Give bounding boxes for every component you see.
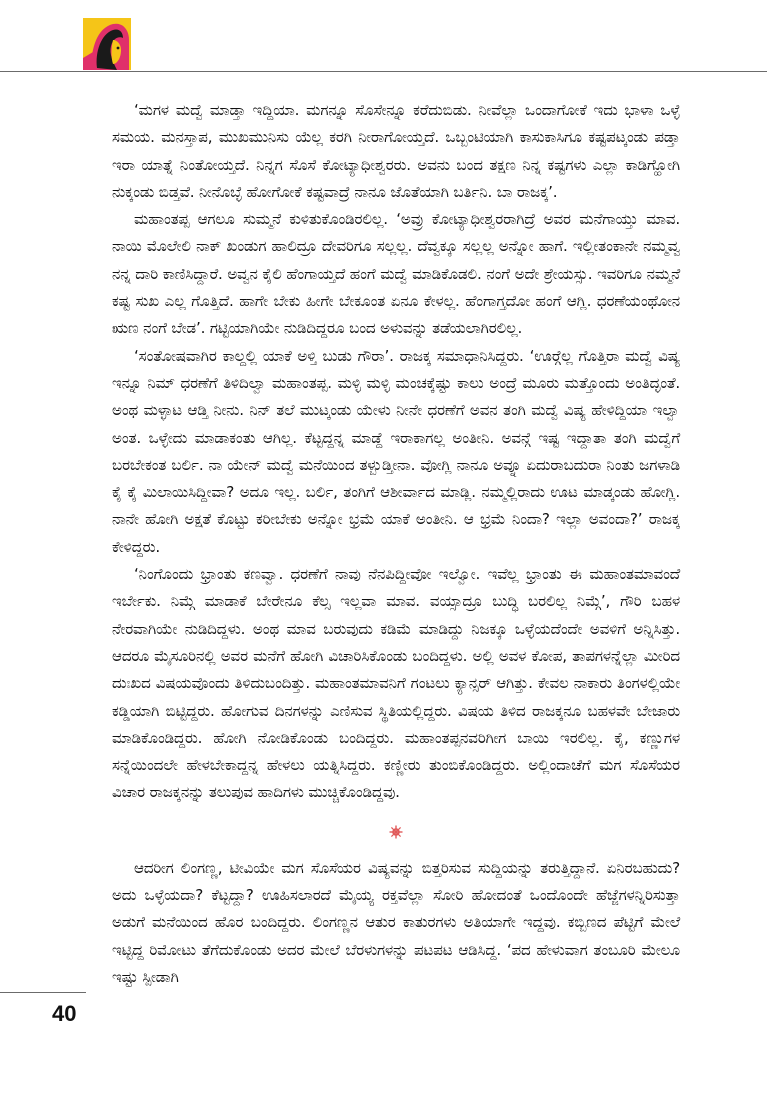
section-break xyxy=(112,813,680,853)
footer-rule xyxy=(0,992,86,993)
lotus-ornament-icon xyxy=(389,825,403,839)
paragraph-3: ‘ಸಂತೋಷವಾಗಿರ ಕಾಲ್ದಲ್ಲಿ ಯಾಕೆ ಅಳ್ತಿ ಬುಡು ಗೌರಾ’. ರಾಜಕ್ಕ ಸಮಾಧಾನಿಸಿದ್ದರು. ‘ಊರ್‍ಗೆಲ್ಲ ಗೊತ್ತಿರಾ ಮದ್ವೆ ವಿಷ್ಯ ಇನ್ನೂ ನಿಮ್ ಧರಣೆಗೆ ತಿಳಿದಿಲ್ವಾ ಮಹಾಂತಪ್ಪ. ಮಳ್ಳಿ ಮಳ್ಳಿ ಮಂಚಕ್ಕೆಷ್ಟು ಕಾಲು ಅಂದ್ರೆ ಮೂರು ಮತ್ತೊಂದು ಅಂತಿದ್ಳಂತೆ. ಅಂಥ ಮಳ್ಳಾಟ ಆಡ್ತಿ ನೀನು. ನಿನ್ ತಲೆ ಮುಟ್ಕಂಡು ಯೇಳು ನೀನೇ ಧರಣೆಗೆ ಅವನ ತಂಗಿ ಮದ್ವೆ ವಿಷ್ಯ ಹೇಳಿದ್ದಿಯಾ ಇಲ್ವಾ ಅಂತ. ಒಳ್ಳೇದು ಮಾಡಾಕಂತು ಆಗಿಲ್ಲ. ಕೆಟ್ಟದ್ದನ್ನ ಮಾಡ್ದೆ ಇರಾಕಾಗಲ್ಲ ಅಂತೀನಿ. ಅವನ್ಗೆ ಇಷ್ಟ ಇದ್ದಾತಾ ತಂಗಿ ಮದ್ವೆಗೆ ಬರಬೇಕಂತ ಬರ್ಲಿ. ನಾ ಯೇನ್ ಮದ್ವೆ ಮನೆಯಿಂದ ತಳ್ಬುಡ್ತೀನಾ. ವೋಗ್ಲಿ ನಾನೂ ಅವ್ನೂ ಏದುರಾಬದುರಾ ನಿಂತು ಜಗಳಾಡಿ ಕೈ ಕೈ ಮಿಲಾಯಿಸಿದ್ದೀವಾ? ಅದೂ ಇಲ್ಲ. ಬರ್ಲಿ, ತಂಗಿಗೆ ಆಶೀರ್ವಾದ ಮಾಡ್ಲಿ. ನಮ್ಮಲ್ಲಿರಾದು ಊಟ ಮಾಡ್ಕಂಡು ಹೋಗ್ಲಿ. ನಾನೇ ಹೋಗಿ ಅಕ್ಷತೆ ಕೊಟ್ಟು ಕರೀಬೇಕು ಅನ್ನೋ ಭ್ರಮೆ ಯಾಕೆ ಅಂತೀನಿ. ಆ ಭ್ರಮೆ ನಿಂದಾ? ಇಲ್ಲಾ ಅವಂದಾ?’ ರಾಜಕ್ಕ ಕೇಳಿದ್ದರು. xyxy=(112,346,680,556)
magazine-logo-icon xyxy=(83,18,131,70)
header-rule xyxy=(0,71,767,72)
page-number: 40 xyxy=(52,1001,77,1026)
article-body xyxy=(112,97,680,991)
paragraph-5: ಆದರೀಗ ಲಿಂಗಣ್ಣ, ಟೀವಿಯೇ ಮಗ ಸೊಸೆಯರ ವಿಷ್ಯವನ್ನು ಬಿತ್ತರಿಸುವ ಸುದ್ದಿಯನ್ನು ತರುತ್ತಿದ್ದಾನೆ. ಏನಿರಬಹುದು? ಅದು ಒಳ್ಳೆಯದಾ? ಕೆಟ್ಟದ್ದಾ? ಊಹಿಸಲಾರದೆ ಮೈಯ್ಯ ರಕ್ತವೆಲ್ಲಾ ಸೋರಿ ಹೋದಂತೆ ಒಂದೊಂದೇ ಹೆಜ್ಜೆಗಳನ್ನಿರಿಸುತ್ತಾ ಅಡುಗೆ ಮನೆಯಿಂದ ಹೊರ ಬಂದಿದ್ದರು. ಲಿಂಗಣ್ಣನ ಆತುರ ಕಾತುರಗಳು ಅತಿಯಾಗೇ ಇದ್ದವು. ಕಬ್ಬಿಣದ ಪೆಟ್ಟಿಗೆ ಮೇಲೆ ಇಟ್ಟಿದ್ದ ರಿಮೋಟು ತೆಗೆದುಕೊಂಡು ಅದರ ಮೇಲೆ ಬೆರಳುಗಳನ್ನು ಪಟಪಟ ಆಡಿಸಿದ್ದ. ‘ಪದ ಹೇಳುವಾಗ ತಂಬೂರಿ ಮೇಲೂ ಇಷ್ಟು ಸ್ಪೀಡಾಗಿ xyxy=(112,858,680,986)
paragraph-1: ‘ಮಗಳ ಮದ್ವೆ ಮಾಡ್ತಾ ಇದ್ದಿಯಾ. ಮಗನ್ನೂ ಸೊಸೇನ್ನೂ ಕರೆದುಬಿಡು. ನೀವೆಲ್ಲಾ ಒಂದಾಗೋಕೆ ಇದು ಭಾಳಾ ಒಳ್ಳೆ ಸಮಯ. ಮನಸ್ತಾಪ, ಮುಖಮುನಿಸು ಯೆಲ್ಲ ಕರಗಿ ನೀರಾಗೋಯ್ತದೆ. ಒಬ್ಬಂಟಿಯಾಗಿ ಕಾಸುಕಾಸಿಗೂ ಕಷ್ಟಪಟ್ಕಂಡು ಪಡ್ತಾ ಇರಾ ಯಾತ್ನೆ ನಿಂತೋಯ್ತದೆ. ನಿನ್ನಗ ಸೊಸೆ ಕೋಟ್ಯಾಧೀಶ್ವರರು. ಅವನು ಬಂದ ತಕ್ಷಣ ನಿನ್ನ ಕಷ್ಟಗಳು ಎಲ್ಲಾ ಕಾಡಿಗ್ಹೋಗಿ ನುಕ್ಕಂಡು ಬಿಡ್ತವೆ. ನೀನೊಬ್ಳೆ ಹೋಗೋಕೆ ಕಷ್ಟವಾದ್ರೆ ನಾನೂ ಜೊತೆಯಾಗಿ ಬರ್ತಿನಿ. ಬಾ ರಾಜಕ್ಕ’. xyxy=(112,101,680,201)
paragraph-4: ‘ನಿಂಗೊಂದು ಭ್ರಾಂತು ಕಣವ್ವಾ. ಧರಣೆಗೆ ನಾವು ನೆನಪಿದ್ದೀವೋ ಇಲ್ವೋ. ಇವೆಲ್ಲ ಭ್ರಾಂತು ಈ ಮಹಾಂತಮಾವಂದೆ ಇರ್ಬೇಕು. ನಿಮ್ಗೆ ಮಾಡಾಕೆ ಬೇರೇನೂ ಕೆಲ್ಸ ಇಲ್ಲವಾ ಮಾವ. ವಯ್ಸಾದ್ರೂ ಬುದ್ಧಿ ಬರಲಿಲ್ಲ ನಿಮ್ಗೆ’, ಗೌರಿ ಬಹಳ ನೇರವಾಗಿಯೇ ನುಡಿದಿದ್ದಳು. ಅಂಥ ಮಾವ ಬರುವುದು ಕಡಿಮೆ ಮಾಡಿದ್ದು ನಿಜಕ್ಕೂ ಒಳ್ಳೆಯದೆಂದೇ ಅವಳಿಗೆ ಅನ್ನಿಸಿತ್ತು. ಆದರೂ ಮೈಸೂರಿನಲ್ಲಿ ಅವರ ಮನೆಗೆ ಹೋಗಿ ವಿಚಾರಿಸಿಕೊಂಡು ಬಂದಿದ್ದಳು. ಅಲ್ಲಿ ಅವಳ ಕೋಪ, ತಾಪಗಳನ್ನೆಲ್ಲಾ ಮೀರಿದ ದುಃಖದ ವಿಷಯವೊಂದು ತಿಳಿದುಬಂದಿತ್ತು. ಮಹಾಂತಮಾವನಿಗೆ ಗಂಟಲು ಕ್ಯಾನ್ಸರ್ ಆಗಿತ್ತು. ಕೇವಲ ನಾಕಾರು ತಿಂಗಳಲ್ಲಿಯೇ ಕಡ್ಡಿಯಾಗಿ ಬಿಟ್ಟಿದ್ದರು. ಹೋಗುವ ದಿನಗಳನ್ನು ಎಣಿಸುವ ಸ್ಥಿತಿಯಲ್ಲಿದ್ದರು. ವಿಷಯ ತಿಳಿದ ರಾಜಕ್ಕನೂ ಬಹಳವೇ ಬೇಜಾರು ಮಾಡಿಕೊಂಡಿದ್ದರು. ಹೋಗಿ ನೋಡಿಕೊಂಡು ಬಂದಿದ್ದರು. ಮಹಾಂತಪ್ಪನವರಿಗೀಗ ಬಾಯಿ ಇರಲಿಲ್ಲ. ಕೈ, ಕಣ್ಣುಗಳ ಸನ್ನೆಯಿಂದಲೇ ಹೇಳಬೇಕಾದ್ದನ್ನ ಹೇಳಲು ಯತ್ನಿಸಿದ್ದರು. ಕಣ್ಣೀರು ತುಂಬಿಕೊಂಡಿದ್ದರು. ಅಲ್ಲಿಂದಾಚೆಗೆ ಮಗ ಸೊಸೆಯರ ವಿಚಾರ ರಾಜಕ್ಕನನ್ನು ತಲುಪುವ ಹಾದಿಗಳು ಮುಚ್ಚಿಕೊಂಡಿದ್ದವು. xyxy=(112,565,680,802)
paragraph-2: ಮಹಾಂತಪ್ಪ ಆಗಲೂ ಸುಮ್ಮನೆ ಕುಳಿತುಕೊಂಡಿರಲಿಲ್ಲ. ‘ಅವ್ರು ಕೋಟ್ಯಾಧೀಶ್ವರರಾಗಿದ್ರೆ ಅವರ ಮನೆಗಾಯ್ತು ಮಾವ. ನಾಯಿ ಮೊಲೇಲಿ ನಾಕ್ ಖಂಡುಗ ಹಾಲಿದ್ರೂ ದೇವರಿಗೂ ಸಲ್ಲಲ್ಲ. ದೆವ್ವಕ್ಕೂ ಸಲ್ಲಲ್ಲ ಅನ್ನೋ ಹಾಗೆ. ಇಲ್ಲೀತಂಕಾನೇ ನಮ್ಮವ್ವ ನನ್ನ ದಾರಿ ಕಾಣಿಸಿದ್ದಾರೆ. ಅವ್ವನ ಕೈಲಿ ಹೆಂಗಾಯ್ತದೆ ಹಂಗೆ ಮದ್ವೆ ಮಾಡಿಕೊಡಲಿ. ನಂಗೆ ಅದೇ ಶ್ರೇಯಸ್ಸು. ಇವರಿಗೂ ನಮ್ಮನೆ ಕಷ್ಟ ಸುಖ ಎಲ್ಲ ಗೊತ್ತಿದೆ. ಹಾಗೇ ಬೇಕು ಹೀಗೇ ಬೇಕೂಂತ ಏನೂ ಕೇಳಲ್ಲ. ಹೆಂಗಾಗ್ತದೋ ಹಂಗೆ ಆಗ್ಲಿ. ಧರಣೆಯಂಥೋನ ಋಣ ನಂಗೆ ಬೇಡ’. ಗಟ್ಟಿಯಾಗಿಯೇ ನುಡಿದಿದ್ದರೂ ಬಂದ ಅಳುವನ್ನು ತಡೆಯಲಾಗಿರಲಿಲ್ಲ. xyxy=(112,210,680,338)
